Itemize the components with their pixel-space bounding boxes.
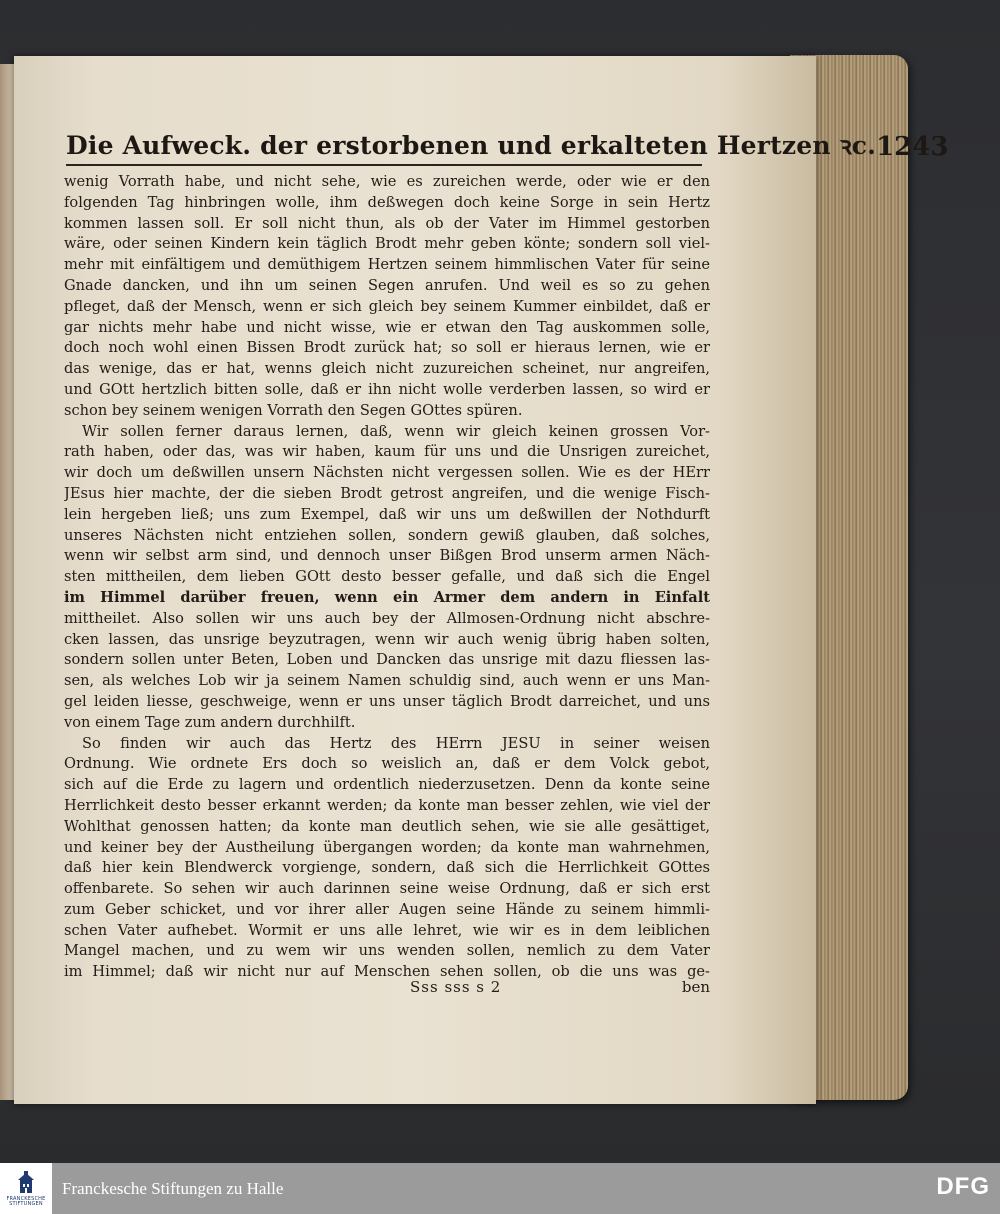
text-line: Herrlichkeit desto besser erkannt werden; da konte man besser zehlen, wie viel der: [64, 796, 710, 814]
text-line: sich auf die Erde zu lagern und ordentlich niederzusetzen. Denn da konte seine: [64, 776, 710, 794]
logo-text-line: FRANCKESCHE: [6, 1195, 46, 1202]
text-line: mittheilet. Also sollen wir uns auch bey der Allmosen-Ordnung nicht abschre-: [64, 609, 710, 627]
logo-text: [6, 1197, 45, 1208]
text-line: wenn wir selbst arm sind, und dennoch unser Bißgen Brod unserm armen Näch-: [64, 547, 710, 565]
text-line: daß hier kein Blendwerck vorgienge, sondern, daß sich die Herrlichkeit GOttes: [64, 859, 710, 877]
text-line: cken lassen, das unsrige beyzutragen, wenn wir auch wenig übrig haben solten,: [64, 630, 710, 648]
text-line: rath haben, oder das, was wir haben, kaum für uns und die Unsrigen zureichet,: [64, 443, 710, 461]
text-line: das wenige, das er hat, wenns gleich nicht zuzureichen scheinet, nur angreifen,: [64, 360, 710, 378]
text-line: Mangel machen, und zu wem wir uns wenden sollen, nemlich zu dem Vater: [64, 942, 710, 960]
logo-text-line: STIFTUNGEN: [9, 1201, 43, 1207]
text-line: sen, als welches Lob wir ja seinem Namen schuldig sind, auch wenn er uns Man-: [64, 672, 710, 690]
text-line: und keiner bey der Austheilung übergangen worden; da konte man wahrnehmen,: [64, 838, 710, 856]
text-line: mehr mit einfältigem und demüthigem Hertzen seinem himmlischen Vater für seine: [64, 256, 710, 274]
text-line: im Himmel; daß wir nicht nur auf Menschen sehen sollen, ob die uns was ge-: [64, 963, 710, 981]
text-line: schen Vater aufhebet. Wormit er uns alle lehret, wie wir es in dem leiblichen: [64, 921, 710, 939]
running-header: [66, 118, 949, 166]
viewer-footer-bar: [0, 1163, 1000, 1214]
text-line: wenig Vorrath habe, und nicht sehe, wie es zureichen werde, oder wie er den: [64, 173, 710, 190]
text-line: lein hergeben ließ; uns zum Exempel, daß wir uns um deßwillen der Nothdurft: [64, 505, 710, 523]
book-page: [14, 56, 949, 1104]
text-line: gel leiden liesse, geschweige, wenn er uns unser täglich Brodt darreichet, und uns: [64, 692, 710, 710]
text-line: wir doch um deßwillen unsern Nächsten nicht vergessen sollen. Wie es der HErr: [64, 464, 710, 482]
text-line: von einem Tage zum andern durchhilft.: [64, 713, 356, 731]
text-line: Wohlthat genossen hatten; da konte man deutlich sehen, wie sie alle gesättiget,: [64, 817, 710, 835]
text-line: unseres Nächsten nicht entziehen sollen, sondern gewiß glauben, daß solches,: [64, 526, 710, 544]
text-line: sondern sollen unter Beten, Loben und Dancken das unsrige mit dazu fliessen las-: [64, 651, 710, 669]
running-title: Die Aufweck. der erstorbenen und erkalteten Hertzen ꝛc.: [66, 131, 877, 160]
text-line: Gnade dancken, und ihn um seinen Segen anrufen. Und weil es so zu gehen: [64, 276, 710, 294]
text-line: Wir sollen ferner daraus lernen, daß, wenn wir gleich keinen grossen Vor-: [82, 422, 710, 440]
text-line: pfleget, daß der Mensch, wenn er sich gleich bey seinem Kummer einbildet, daß er: [64, 297, 710, 315]
page-footer: [64, 978, 710, 1000]
text-line: doch noch wohl einen Bissen Brodt zurück hat; so soll er hieraus lernen, wie er: [64, 339, 710, 357]
text-line: Ordnung. Wie ordnete Ers doch so weislich an, daß er dem Volck gebot,: [64, 755, 710, 773]
text-line: offenbarete. So sehen wir auch darinnen seine weise Ordnung, daß er sich erst: [64, 880, 710, 898]
text-line: zum Geber schicket, und vor ihrer aller Augen seine Hände zu seinem himmli-: [64, 900, 710, 918]
text-line: und GOtt hertzlich bitten solle, daß er ihn nicht wolle verderben lassen, so wird er: [64, 380, 710, 398]
text-line: schon bey seinem wenigen Vorrath den Segen GOttes spüren.: [64, 401, 523, 419]
text-line: sten mittheilen, dem lieben GOtt desto besser gefalle, und daß sich die Engel: [64, 568, 710, 586]
text-line-emphasis: im Himmel darüber freuen, wenn ein Armer dem andern in Einfalt: [64, 588, 710, 606]
text-line: So finden wir auch das Hertz des HErrn JESU in seiner weisen: [82, 734, 710, 752]
signature-mark: Sss sss s 2: [410, 978, 502, 996]
text-line: kommen lassen soll. Er soll nicht thun, als ob der Vater im Himmel gestorben: [64, 214, 710, 232]
dfg-logo[interactable]: DFG: [936, 1173, 990, 1200]
text-line: JEsus hier machte, der die sieben Brodt getrost angreifen, und die wenige Fisch-: [64, 484, 710, 502]
franckesche-logo[interactable]: [0, 1163, 52, 1214]
text-line: folgenden Tag hinbringen wolle, ihm deßwegen doch keine Sorge in sein Hertz: [64, 193, 710, 211]
institution-name[interactable]: Franckesche Stiftungen zu Halle: [62, 1178, 284, 1198]
text-line: gar nichts mehr habe und nicht wisse, wie er etwan den Tag auskommen solle,: [64, 318, 710, 336]
orphanage-building-icon: [13, 1170, 39, 1196]
body-text: [64, 172, 710, 983]
text-line: wäre, oder seinen Kindern kein täglich Brodt mehr geben könte; sondern soll viel-: [64, 235, 710, 253]
page-number: 1243: [876, 132, 949, 162]
catchword: ben: [681, 978, 710, 996]
